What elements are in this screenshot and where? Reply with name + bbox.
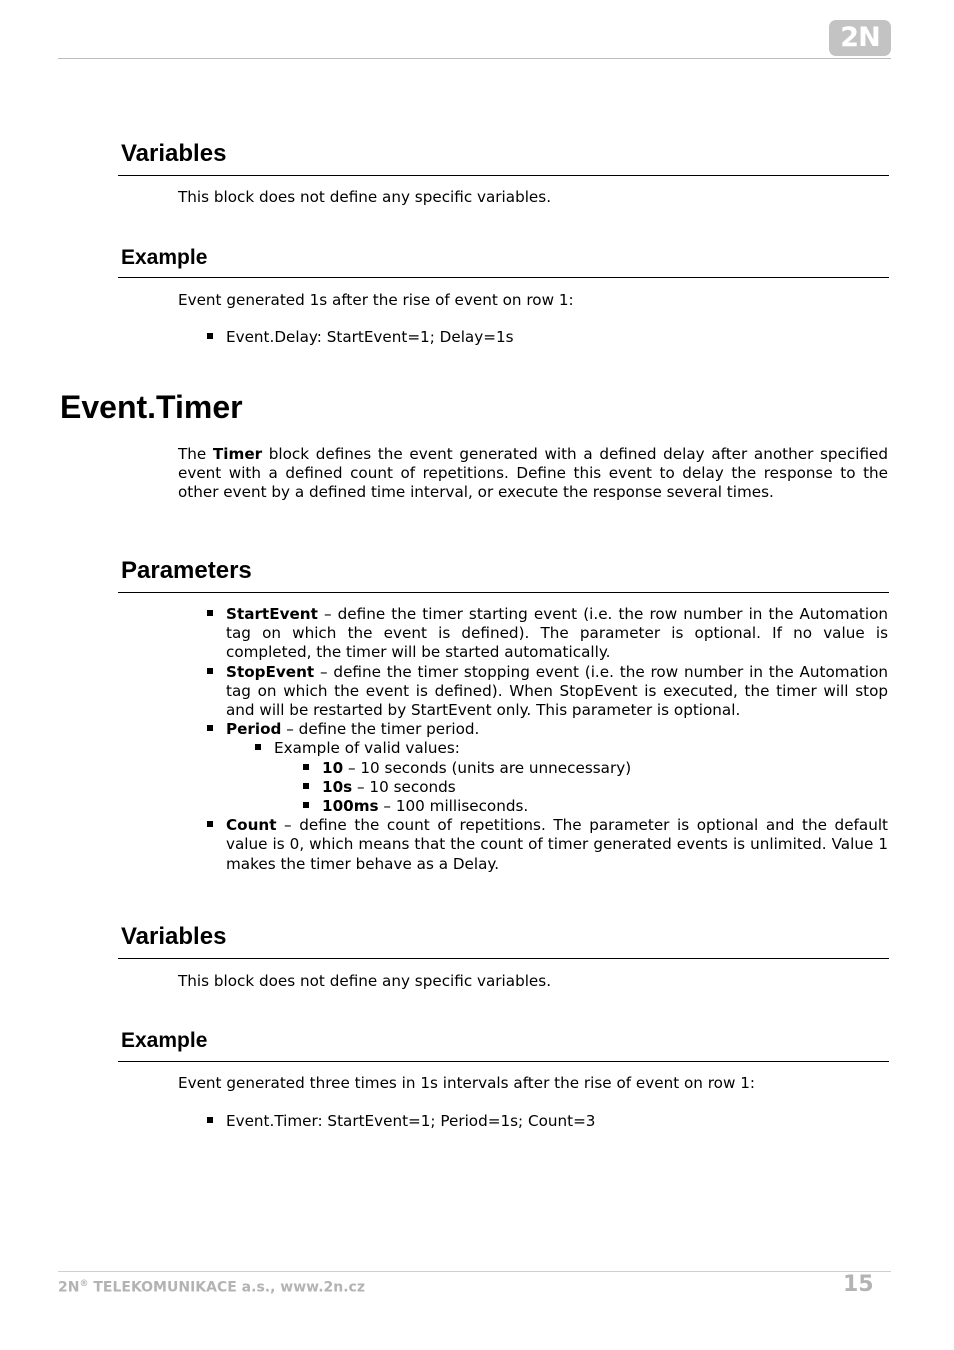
- delay-example-list: [226, 328, 888, 347]
- period-values-list: [274, 759, 888, 817]
- section-title: Event.Timer: [60, 389, 243, 425]
- param-start-event: StartEvent – define the timer starting event (i.e. the row number in the Automation tag on which the event is defined). The parameter is optional. If no value is completed, the timer will be started automatically.: [226, 605, 888, 662]
- delay-variables-heading: Variables: [121, 140, 227, 167]
- list-item: Event.Timer: StartEvent=1; Period=1s; Count=3: [226, 1112, 888, 1131]
- param-stop-event: StopEvent – define the timer stopping event (i.e. the row number in the Automation tag on which the event is defined). When StopEvent is executed, the timer will stop and will be restarted by StartEvent only. This parameter is optional.: [226, 662, 888, 720]
- list-item: Example of valid values: 10 – 10 seconds (units are unnecessary) 10s – 10 seconds 100ms – 100 milliseconds.: [274, 739, 888, 816]
- company-logo: 2N: [829, 20, 891, 56]
- timer-example-text: Event generated three times in 1s intervals after the rise of event on row 1:: [178, 1074, 755, 1092]
- list-item: 100ms – 100 milliseconds.: [322, 797, 888, 816]
- timer-example-list: [226, 1112, 888, 1131]
- heading-divider: [118, 958, 889, 959]
- footer-company: 2N® TELEKOMUNIKACE a.s., www.2n.cz: [58, 1279, 365, 1296]
- param-period: Period – define the timer period. Example of valid values: 10 – 10 seconds (units are unnecessary) 10s – 10 seconds 100ms – 100 milliseconds.: [226, 720, 888, 816]
- param-count: Count – define the count of repetitions. The parameter is optional and the default value is 0, which means that the count of timer generated events is unlimited. Value 1 makes the timer behave as a Delay.: [226, 816, 888, 873]
- timer-variables-text: This block does not define any specific variables.: [178, 972, 552, 990]
- heading-divider: [118, 1061, 889, 1062]
- heading-divider: [118, 592, 889, 593]
- page-number: 15: [843, 1272, 874, 1297]
- parameters-list: [226, 605, 888, 874]
- delay-variables-text: This block does not define any specific variables.: [178, 188, 552, 206]
- parameters-heading: Parameters: [121, 557, 252, 584]
- timer-example-heading: Example: [121, 1029, 208, 1052]
- list-item: 10s – 10 seconds: [322, 778, 888, 797]
- header-divider: [58, 58, 891, 59]
- delay-example-heading: Example: [121, 246, 208, 269]
- list-item: 10 – 10 seconds (units are unnecessary): [322, 759, 888, 778]
- heading-divider: [118, 175, 889, 176]
- list-item: Event.Delay: StartEvent=1; Delay=1s: [226, 328, 888, 347]
- period-sublist: [226, 739, 888, 816]
- footer-divider: [58, 1271, 891, 1272]
- timer-variables-heading: Variables: [121, 923, 227, 950]
- delay-example-text: Event generated 1s after the rise of event on row 1:: [178, 291, 574, 309]
- heading-divider: [118, 277, 889, 278]
- timer-intro: The Timer block defines the event generated with a defined delay after another specified event with a defined count of repetitions. Define this event to delay the response to the other event by a defined time interval, or execute the response several times.: [178, 445, 888, 502]
